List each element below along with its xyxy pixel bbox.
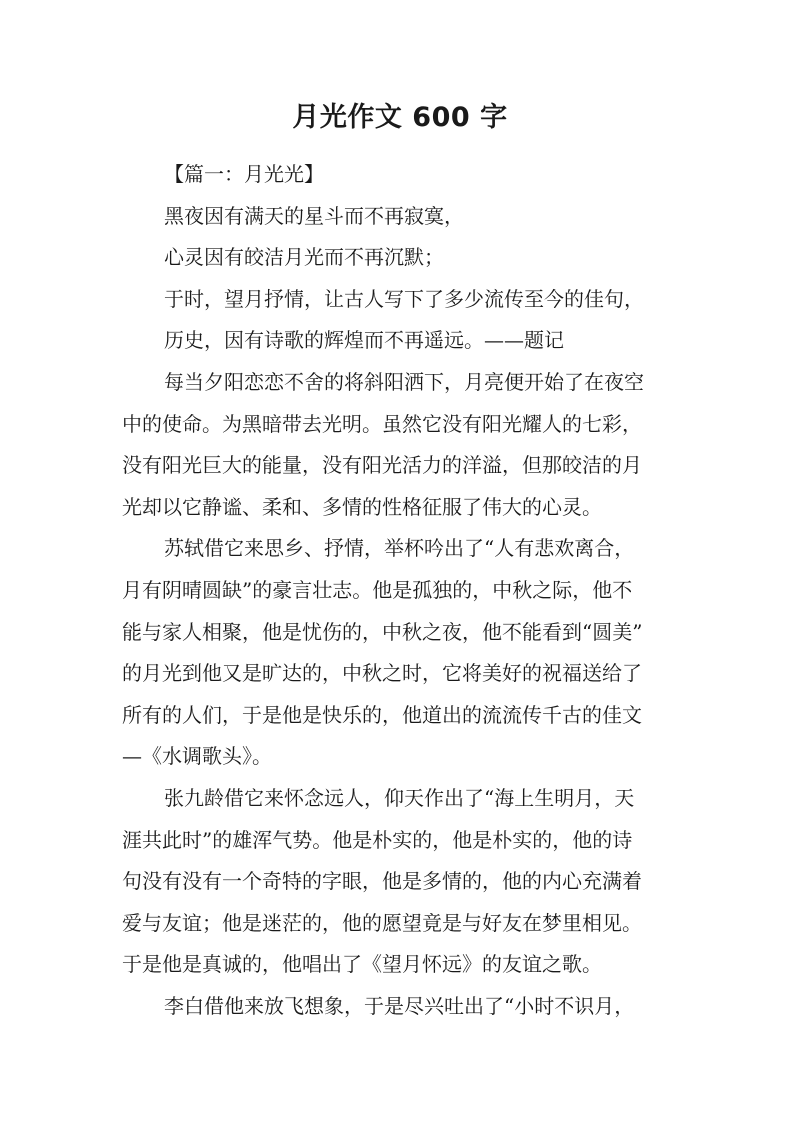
paragraph-line: 李白借他来放飞想象，于是尽兴吐出了“小时不识月， bbox=[164, 993, 635, 1018]
paragraph-line: 于是他是真诚的，他唱出了《望月怀远》的友谊之歌。 bbox=[122, 952, 602, 977]
paragraph-line: 能与家人相聚，他是忧伤的，中秋之夜，他不能看到“圆美” bbox=[122, 619, 643, 644]
paragraph-line: —《水调歌头》。 bbox=[122, 744, 272, 769]
paragraph-line: 的月光到他又是旷达的，中秋之时，它将美好的祝福送给了 bbox=[122, 661, 642, 686]
poem-line: 心灵因有皎洁月光而不再沉默； bbox=[164, 245, 444, 270]
section-heading: 【篇一：月光光】 bbox=[164, 162, 324, 186]
paragraph-line: 张九龄借它来怀念远人，仰天作出了“海上生明月，天 bbox=[164, 785, 635, 810]
paragraph-line: 爱与友谊；他是迷茫的，他的愿望竟是与好友在梦里相见。 bbox=[122, 910, 642, 935]
paragraph-line: 涯共此时”的雄浑气势。他是朴实的，他是朴实的，他的诗 bbox=[122, 827, 633, 852]
paragraph-line: 光却以它静谧、柔和、多情的性格征服了伟大的心灵。 bbox=[122, 494, 602, 519]
paragraph-line: 苏轼借它来思乡、抒情，举杯吟出了“人有悲欢离合， bbox=[164, 536, 635, 561]
document-title: 月光作文 600 字 bbox=[292, 102, 508, 133]
document-body bbox=[122, 154, 682, 1027]
paragraph-line: 每当夕阳恋恋不舍的将斜阳洒下，月亮便开始了在夜空 bbox=[164, 369, 644, 394]
paragraph-line: 中的使命。为黑暗带去光明。虽然它没有阳光耀人的七彩， bbox=[122, 411, 642, 436]
paragraph-line: 句没有没有一个奇特的字眼，他是多情的，他的内心充满着 bbox=[122, 869, 642, 894]
poem-line: 黑夜因有满天的星斗而不再寂寞， bbox=[164, 203, 464, 228]
paragraph-line: 没有阳光巨大的能量，没有阳光活力的洋溢，但那皎洁的月 bbox=[122, 453, 642, 478]
poem-line: 历史，因有诗歌的辉煌而不再遥远。——题记 bbox=[164, 328, 564, 353]
paragraph-line: 月有阴晴圆缺”的豪言壮志。他是孤独的，中秋之际，他不 bbox=[122, 577, 633, 602]
paragraph-line: 所有的人们，于是他是快乐的，他道出的流流传千古的佳文 bbox=[122, 702, 642, 727]
poem-line: 于时，望月抒情，让古人写下了多少流传至今的佳句， bbox=[164, 286, 644, 311]
